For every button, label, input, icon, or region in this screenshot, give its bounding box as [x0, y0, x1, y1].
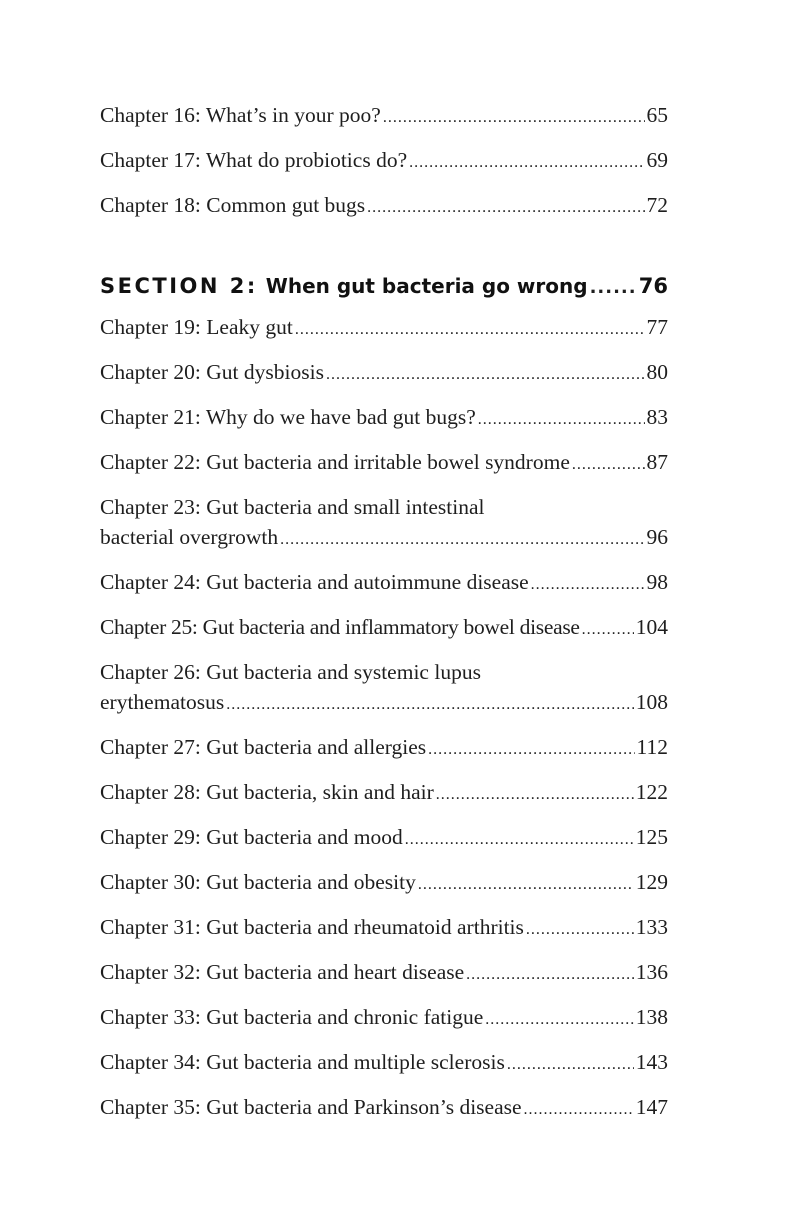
toc-entry-chapter-22: [100, 447, 668, 492]
dot-leader: [466, 960, 634, 990]
toc-entry-title-line-2: erythematosus: [100, 690, 225, 714]
toc-entry-title: Chapter 32: Gut bacteria and heart disease: [100, 960, 465, 984]
dot-leader: [367, 193, 644, 223]
toc-entry-page: 98: [646, 570, 668, 594]
dot-leader: [572, 450, 645, 480]
toc-entry-page: 104: [635, 615, 668, 639]
dot-leader: [428, 735, 634, 765]
toc-entry-title: Chapter 34: Gut bacteria and multiple sclerosis: [100, 1050, 505, 1074]
toc-entry-chapter-19: [100, 312, 668, 357]
toc-entry-title: Chapter 35: Gut bacteria and Parkinson’s disease: [100, 1095, 522, 1119]
toc-entry-title: Chapter 20: Gut dysbiosis: [100, 360, 324, 384]
dot-leader: [507, 1050, 634, 1080]
toc-entry-title: Chapter 24: Gut bacteria and autoimmune disease: [100, 570, 529, 594]
dot-leader: [526, 915, 634, 945]
dot-leader: [418, 870, 634, 900]
toc-entry-page: 72: [646, 193, 668, 217]
toc-entry-chapter-20: [100, 357, 668, 402]
dot-leader: [582, 615, 634, 645]
toc-entry-page: 136: [635, 960, 668, 984]
toc-entry-page: 80: [646, 360, 668, 384]
toc-entry-title: Chapter 21: Why do we have bad gut bugs?: [100, 405, 476, 429]
toc-entry-page: 69: [646, 148, 668, 172]
toc-entry-chapter-27: [100, 732, 668, 777]
toc-entry-title: Chapter 27: Gut bacteria and allergies: [100, 735, 427, 759]
toc-entry-title-line-1: Chapter 26: Gut bacteria and systemic lupus: [100, 660, 481, 684]
toc-entry-chapter-18: [100, 190, 668, 235]
toc-entry-chapter-25: [100, 612, 668, 657]
toc-entry-title-line-1: Chapter 23: Gut bacteria and small intestinal: [100, 495, 485, 519]
toc-entry-title: Chapter 33: Gut bacteria and chronic fatigue: [100, 1005, 484, 1029]
dot-leader: [226, 690, 634, 720]
toc-entry-chapter-26: [100, 657, 668, 732]
section-heading: [100, 270, 668, 304]
toc-entry-chapter-17: [100, 145, 668, 190]
dot-leader: [295, 315, 645, 345]
toc-entry-chapter-16: [100, 100, 668, 145]
toc-entry-title: Chapter 30: Gut bacteria and obesity: [100, 870, 416, 894]
toc-entry-chapter-24: [100, 567, 668, 612]
section-title: When gut bacteria go wrong: [265, 274, 588, 298]
dot-leader: [405, 825, 634, 855]
toc-entry-title: Chapter 29: Gut bacteria and mood: [100, 825, 403, 849]
toc-entry-chapter-29: [100, 822, 668, 867]
dot-leader: [383, 103, 645, 133]
toc-entry-title: Chapter 18: Common gut bugs: [100, 193, 366, 217]
dot-leader: [478, 405, 645, 435]
dot-leader: [326, 360, 645, 390]
toc-entry-chapter-35: [100, 1092, 668, 1137]
toc-entry-page: 77: [646, 315, 668, 339]
toc-entry-page: 87: [646, 450, 668, 474]
toc-entry-chapter-31: [100, 912, 668, 957]
toc-entry-title: Chapter 28: Gut bacteria, skin and hair: [100, 780, 434, 804]
toc-entry-page: 143: [635, 1050, 668, 1074]
dot-leader: [280, 525, 644, 555]
dot-leader: [531, 570, 645, 600]
table-of-contents-page: [100, 0, 668, 1228]
toc-entry-chapter-33: [100, 1002, 668, 1047]
toc-entry-page: 138: [635, 1005, 668, 1029]
toc-entry-title: Chapter 17: What do probiotics do?: [100, 148, 408, 172]
dot-leader: [409, 148, 644, 178]
toc-entry-title-line-2: bacterial overgrowth: [100, 525, 279, 549]
dot-leader: [590, 272, 637, 304]
toc-entry-title: Chapter 19: Leaky gut: [100, 315, 293, 339]
toc-entry-page: 129: [635, 870, 668, 894]
toc-entry-title: Chapter 31: Gut bacteria and rheumatoid arthritis: [100, 915, 524, 939]
toc-entries-section-2: [100, 312, 668, 1137]
toc-entry-title: Chapter 16: What’s in your poo?: [100, 103, 381, 127]
toc-entry-page: 96: [646, 525, 668, 549]
toc-entry-chapter-32: [100, 957, 668, 1002]
toc-entry-page: 133: [635, 915, 668, 939]
toc-entry-title: Chapter 25: Gut bacteria and inflammatory bowel disease: [100, 615, 580, 639]
section-label: SECTION 2:: [100, 274, 258, 298]
toc-entry-page: 122: [635, 780, 668, 804]
toc-entry-page: 65: [646, 103, 668, 127]
dot-leader: [485, 1005, 633, 1035]
toc-entry-title: Chapter 22: Gut bacteria and irritable bowel syndrome: [100, 450, 570, 474]
dot-leader: [524, 1095, 634, 1125]
dot-leader: [436, 780, 634, 810]
toc-entry-chapter-34: [100, 1047, 668, 1092]
section-page: 76: [638, 274, 668, 298]
toc-entry-page: 83: [646, 405, 668, 429]
toc-entries-top: [100, 100, 668, 235]
toc-entry-chapter-23: [100, 492, 668, 567]
toc-entry-chapter-30: [100, 867, 668, 912]
toc-entry-page: 125: [635, 825, 668, 849]
toc-entry-chapter-21: [100, 402, 668, 447]
toc-entry-page: 147: [635, 1095, 668, 1119]
toc-entry-chapter-28: [100, 777, 668, 822]
toc-entry-page: 108: [635, 690, 668, 714]
toc-entry-page: 112: [636, 735, 668, 759]
